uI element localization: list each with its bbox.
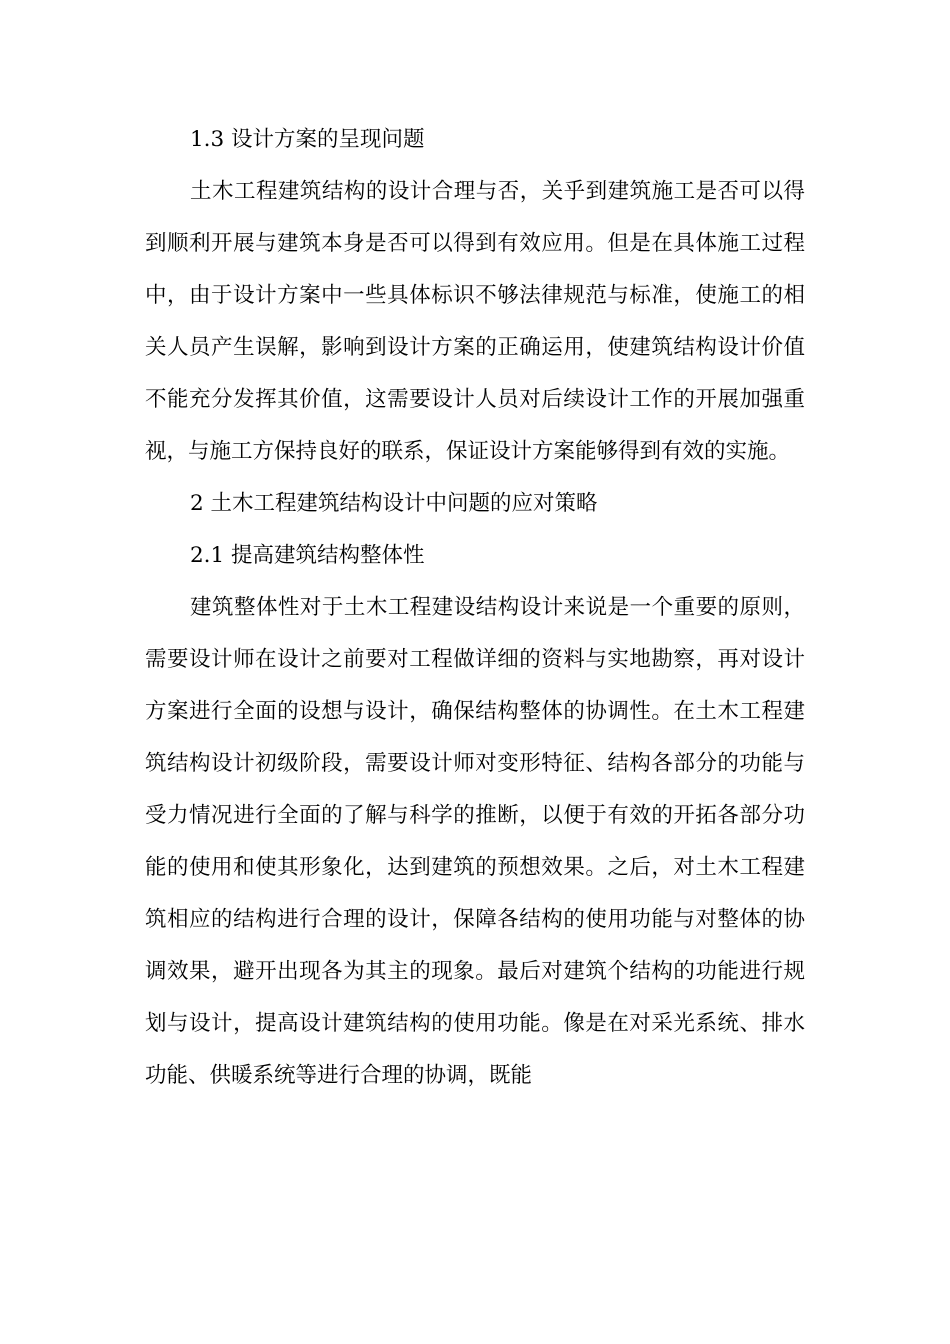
section-heading-2-1: 2.1 提高建筑结构整体性 [190,543,425,568]
section-heading-2: 2 土木工程建筑结构设计中问题的应对策略 [190,491,598,516]
section-heading-1-3: 1.3 设计方案的呈现问题 [190,127,425,152]
paragraph-structural-integrity: 建筑整体性对于土木工程建设结构设计来说是一个重要的原则，需要设计师在设计之前要对工程做详细的资料与实地勘察，再对设计方案进行全面的设想与设计，确保结构整体的协调性。在土木工程建筑结构设计初级阶段，需要设计师对变形特征、结构各部分的功能与受力情况进行全面的了解与科学的推断，以便于有效的开拓各部分功能的使用和使其形象化，达到建筑的预想效果。之后，对土木工程建筑相应的结构进行合理的设计，保障各结构的使用功能与对整体的协调效果，避开出现各为其主的现象。最后对建筑个结构的功能进行规划与设计，提高设计建筑结构的使用功能。像是在对采光系统、排水功能、供暖系统等进行合理的协调，既能 [145,595,805,1088]
document-body [145,114,805,1102]
paragraph-design-presentation: 土木工程建筑结构的设计合理与否，关乎到建筑施工是否可以得到顺利开展与建筑本身是否可以得到有效应用。但是在具体施工过程中，由于设计方案中一些具体标识不够法律规范与标准，使施工的相关人员产生误解，影响到设计方案的正确运用，使建筑结构设计价值不能充分发挥其价值，这需要设计人员对后续设计工作的开展加强重视，与施工方保持良好的联系，保证设计方案能够得到有效的实施。 [145,179,805,464]
